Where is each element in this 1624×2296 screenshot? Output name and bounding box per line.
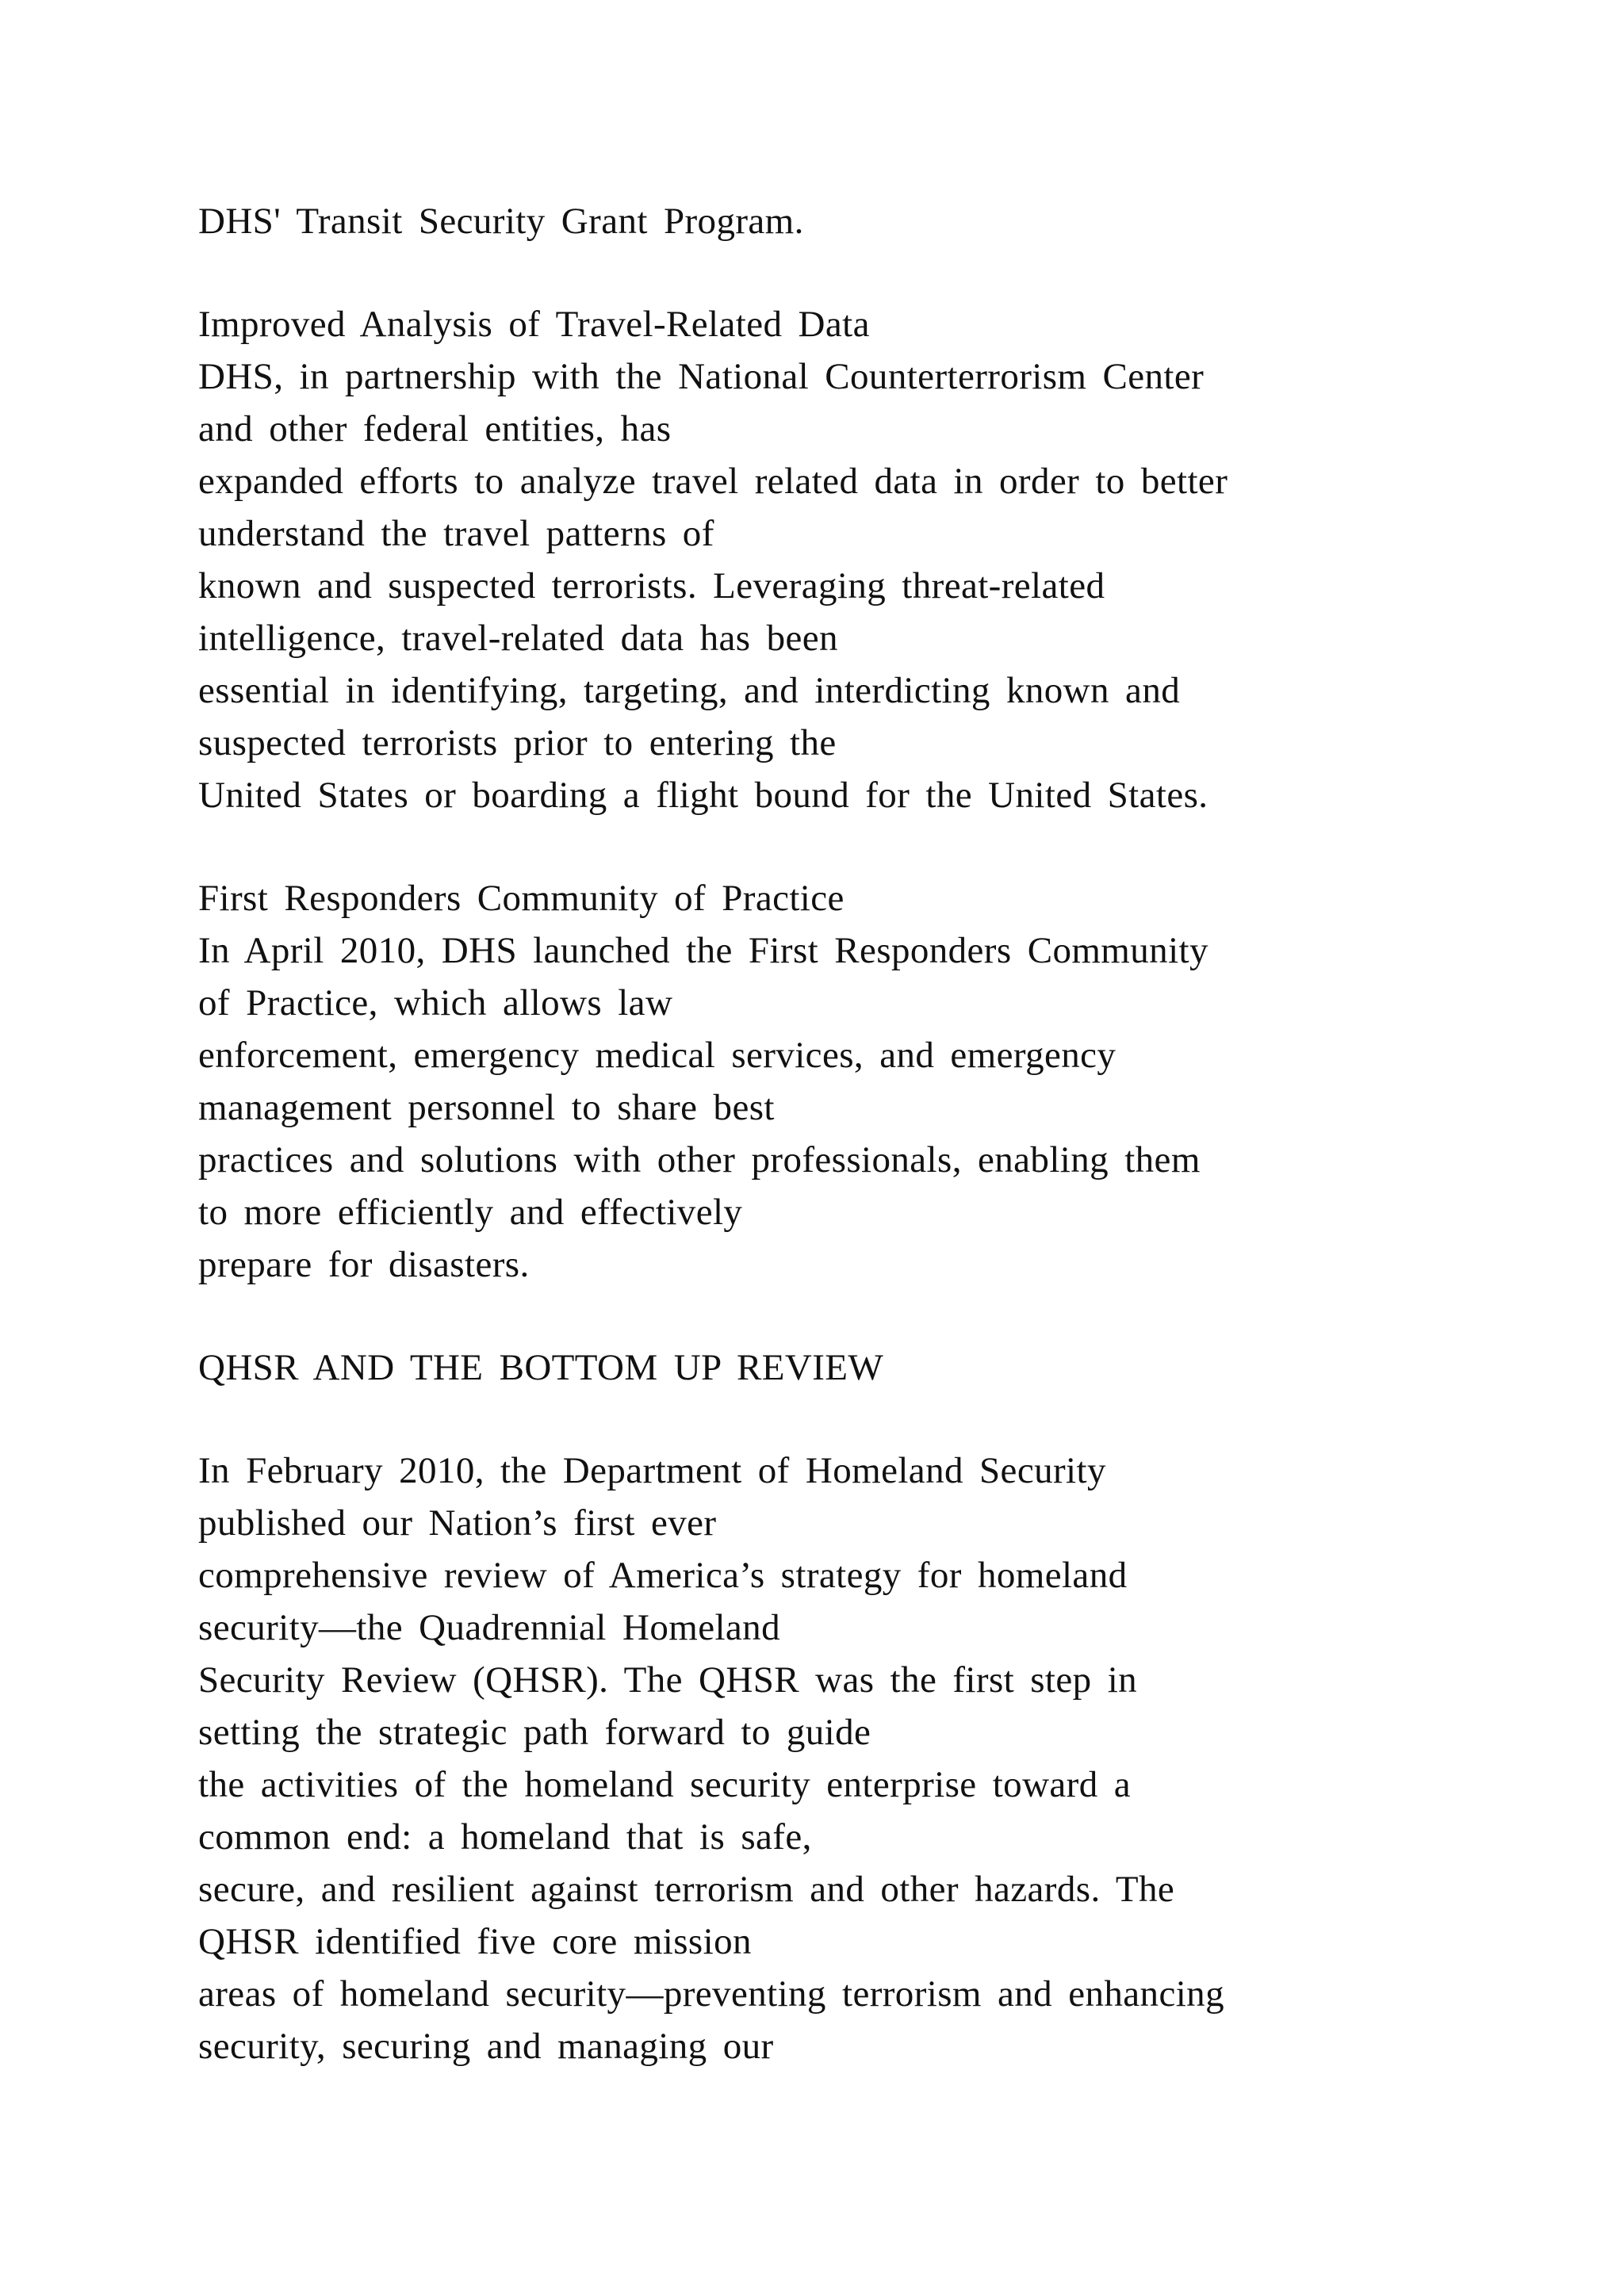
body-line: areas of homeland security—preventing terrorism and enhancing xyxy=(198,1973,1224,2015)
body-line: DHS, in partnership with the National Counterterrorism Center xyxy=(198,356,1205,397)
body-line: prepare for disasters. xyxy=(198,1244,530,1285)
body-line: setting the strategic path forward to guide xyxy=(198,1712,871,1753)
section-heading-first-responders: First Responders Community of Practice xyxy=(198,878,845,919)
body-line: security—the Quadrennial Homeland xyxy=(198,1607,780,1648)
body-line: the activities of the homeland security enterprise toward a xyxy=(198,1764,1132,1805)
body-line: United States or boarding a flight bound for the United States. xyxy=(198,775,1208,816)
body-line: expanded efforts to analyze travel related data in order to better xyxy=(198,461,1228,502)
body-line: enforcement, emergency medical services, and emergency xyxy=(198,1035,1116,1076)
body-line: QHSR identified five core mission xyxy=(198,1921,752,1962)
paragraph-gap xyxy=(198,247,1515,298)
body-line: management personnel to share best xyxy=(198,1087,775,1128)
body-line: In February 2010, the Department of Homeland Security xyxy=(198,1450,1106,1491)
intro-line: DHS' Transit Security Grant Program. xyxy=(198,201,804,242)
body-line: of Practice, which allows law xyxy=(198,982,673,1024)
body-line: and other federal entities, has xyxy=(198,408,672,450)
body-line: common end: a homeland that is safe, xyxy=(198,1816,812,1858)
body-line: secure, and resilient against terrorism and other hazards. The xyxy=(198,1869,1175,1910)
body-line: suspected terrorists prior to entering the xyxy=(198,722,837,763)
section-heading-qhsr: QHSR AND THE BOTTOM UP REVIEW xyxy=(198,1347,884,1388)
paragraph-gap xyxy=(198,1394,1515,1445)
paragraph-gap xyxy=(198,1291,1515,1341)
body-line: to more efficiently and effectively xyxy=(198,1192,743,1233)
body-line: comprehensive review of America’s strategy for homeland xyxy=(198,1555,1128,1596)
document-body xyxy=(198,195,1515,2072)
body-line: understand the travel patterns of xyxy=(198,513,714,554)
body-line: security, securing and managing our xyxy=(198,2026,774,2067)
body-line: known and suspected terrorists. Leveraging threat-related xyxy=(198,565,1105,607)
section-heading-travel-data: Improved Analysis of Travel-Related Data xyxy=(198,304,870,345)
body-line: Security Review (QHSR). The QHSR was the first step in xyxy=(198,1659,1138,1701)
paragraph-gap xyxy=(198,821,1515,872)
body-line: intelligence, travel-related data has been xyxy=(198,618,838,659)
body-line: published our Nation’s first ever xyxy=(198,1502,717,1544)
body-line: practices and solutions with other professionals, enabling them xyxy=(198,1139,1201,1181)
body-line: In April 2010, DHS launched the First Responders Community xyxy=(198,930,1208,971)
body-line: essential in identifying, targeting, and interdicting known and xyxy=(198,670,1181,711)
